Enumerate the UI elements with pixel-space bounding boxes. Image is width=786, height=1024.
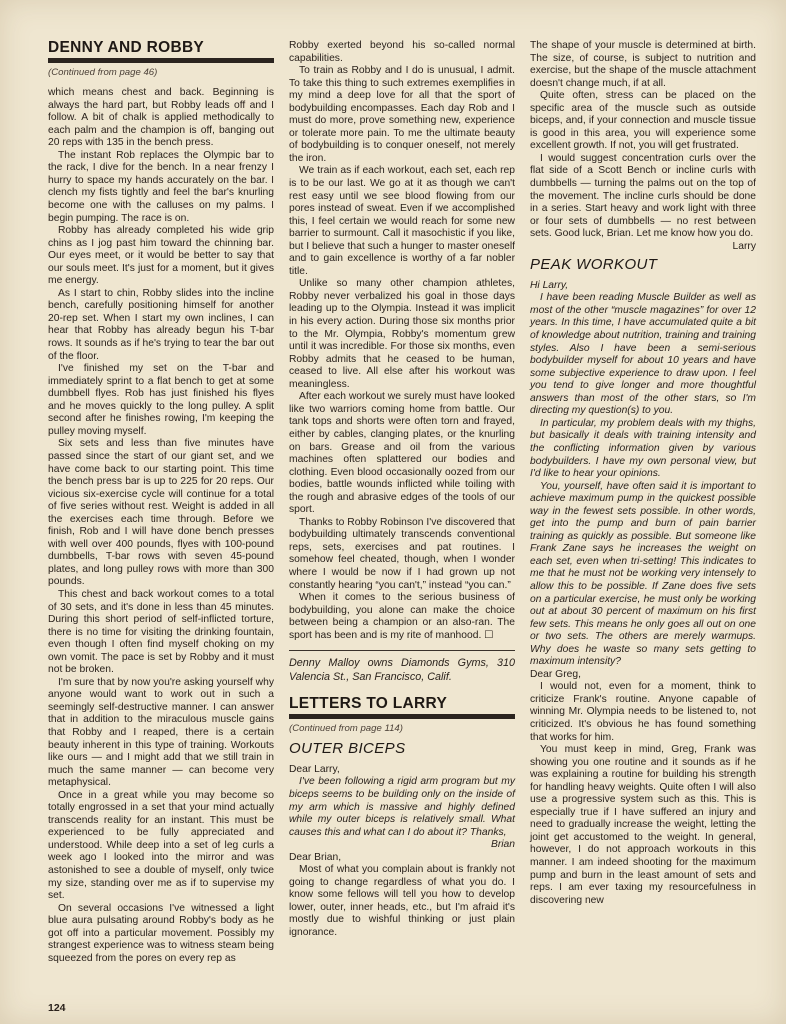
page-number: 124 (48, 1002, 66, 1014)
body-paragraph: Six sets and less than five minutes have passed since the start of our giant set, and we have come back to our starting point. This time the bench press bar is up to 225 for 20 reps. Our vicious six-exercise cycle will continue for a total of five series without rest. Weight is added in all the exercises each time through. Before we finish, Rob and I will have done bench presses with well over 400 pounds, flyes with 100-pound dumbbells, T-bar rows with seven 45-pound plates, and long pulley rows with more than 300 pounds. (48, 438, 274, 588)
body-paragraph: I've finished my set on the T-bar and immediately sprint to a flat bench to get at some dumbbell flyes. Rob has just finished his flyes and he moves quickly to the long pulley. A split second after he finishes rowing, I'm keeping the pulley moving myself. (48, 363, 274, 437)
body-paragraph: To train as Robby and I do is unusual, I admit. To take this thing to such extremes exemplifies in my mind a deep love for all that the sport of bodybuilding encompasses. Each day Rob and I must do more, prove something new, experience or tolerate more pain. To me the ultimate beauty of bodybuilding is to conquer oneself, not merely the iron. (289, 65, 515, 164)
reply-salutation: Dear Greg, (530, 668, 581, 680)
letter-salutation: Hi Larry, (530, 279, 569, 291)
letter-paragraph: In particular, my problem deals with my thighs, but basically it deals with training intensity and the conflicting information given by various bodybuilders. I have my own personal view, but I'd like to hear your opinions. (530, 417, 756, 480)
body-paragraph: On several occasions I've witnessed a light blue aura pulsating around Robby's body as he got off into a particular movement. Possibly my strangest experience was to witness steam being squeezed from the pores on every rep as (48, 902, 274, 964)
body-paragraph: We train as if each workout, each set, each rep is to be our last. We go at it as though we can't rest easy until we see blood flowing from our pores instead of sweat. Even if we accomplished this, I feel certain we would reach for some new barrier to surmount. Call it masochistic if you like, but I believe that such a hunger to master oneself and to gain excellence is worthy of a far nobler title. (289, 165, 515, 277)
body-paragraph: As I start to chin, Robby slides into the incline bench, carefully positioning himself for another 20-rep set. When I start my own inclines, I can hear that Robby has already begun his T-bar rows. It sounds as if he's trying to tear the bar out of the floor. (48, 287, 274, 362)
body-paragraph: The shape of your muscle is determined at birth. The size, of course, is subject to nutrition and exercise, but the shape of the muscle attachment doesn't change much, if at all. (530, 40, 756, 89)
body-paragraph: I'm sure that by now you're asking yourself why anyone would want to work out in such a seemingly self-destructive manner. I can answer that in addition to the miraculous muscle gains that Robby and I reaped, there is a certain beauty inherent in this type of training. Workouts like ours — and I might add that we still train in much the same manner — can become very metaphysical. (48, 676, 274, 789)
continued-note: (Continued from page 114) (289, 722, 403, 734)
author-credit: Denny Malloy owns Diamonds Gyms, 310 Valencia St., San Francisco, Calif. (289, 657, 515, 683)
headline-letters-to-larry: LETTERS TO LARRY (289, 695, 448, 713)
body-paragraph: which means chest and back. Beginning is always the hard part, but Robby leads off and I follow. A bit of chalk is applied methodically to each palm and the champion is off, banging out 20 reps with 135 in the bench press. (48, 87, 274, 149)
reply-signature: Larry (732, 240, 756, 252)
column-3 (530, 40, 756, 907)
body-paragraph: This chest and back workout comes to a total of 30 sets, and it's done in less than 45 minutes. During this short period of self-inflicted torture, there is no time for visiting the drinking fountain, even though I often find myself choking on my own vomit. The pace is set by Robby and it must not be broken. (48, 588, 274, 676)
letter-salutation: Dear Larry, (289, 763, 340, 775)
continued-note: (Continued from page 46) (48, 66, 158, 78)
body-paragraph: I would suggest concentration curls over the flat side of a Scott Bench or incline curls with dumbbells — turning the palms out on the top of the movement. The incline curls should be done in a series. Start heavy and work light with three or four sets of dumbbells — no rest between sets. Good luck, Brian. Let me know how you do. (530, 152, 756, 240)
headline-denny-and-robby: DENNY AND ROBBY (48, 39, 205, 56)
body-paragraph: Robby exerted beyond his so-called normal capabilities. (289, 40, 515, 64)
column-2 (289, 40, 515, 940)
body-paragraph: When it comes to the serious business of bodybuilding, you alone can make the choice between being a champion or an also-ran. The sport has been and is my rite of manhood. ☐ (289, 592, 515, 641)
letter-paragraph: I have been reading Muscle Builder as well as most of the other “muscle magazines” for over 12 years. In this time, I have accumulated quite a bit of knowledge about nutrition, training and training styles. Also I have been a semi-serious bodybuilder myself for about 10 years and have some subjective experience to draw upon. I feel you tend to give longer and more thoughtful answers than most of the other stars, so I'm directing my question(s) to you. (530, 292, 756, 417)
reply-paragraph: You must keep in mind, Greg, Frank was showing you one routine and it sounds as if he was explaining a routine for building his strength for handling heavy weights. Quite often I will also use a progressive system such as this. This is especially true if I have suffered an injury and need to gradually increase the weight, letting the joint get accustomed to the weight. In general, however, I do not approach workouts in this manner. I am indeed shooting for the maximum pump and burn in the least amount of sets and reps. I am ever taxing my resourcefulness in discovering new (530, 744, 756, 906)
divider-rule (289, 650, 515, 651)
reply-salutation: Dear Brian, (289, 851, 342, 863)
body-paragraph: Robby has already completed his wide grip chins as I jog past him toward the chinning bar. Our eyes meet, or it would be better to say that our souls meet. It's just for a moment, but it gives me energy. (48, 225, 274, 287)
body-paragraph: Thanks to Robby Robinson I've discovered that bodybuilding ultimately transcends conventional reps, sets, exercises and pat routines. I somehow feel cheated, though, when I wonder where I would be now if I had grown up not constantly hearing “you can't,” instead “you can.” (289, 516, 515, 591)
reply-body: Most of what you complain about is frankly not going to change regardless of what you do. I know some fellows will tell you how to develop lower, outer, inner heads, etc., but I'm afraid it's mostly due to wishful thinking or just plain ignorance. (289, 864, 515, 938)
body-paragraph: The instant Rob replaces the Olympic bar to the rack, I dive for the bench. In a near frenzy I hurry to space my hands accurately on the bar. I clench my fists tightly and feel the bar's knurling become one with the calluses on my palms. I begin pumping. The race is on. (48, 149, 274, 224)
body-paragraph: Quite often, stress can be placed on the specific area of the muscle such as outside biceps, and, if your connection and muscle tissue is good in this area, you will experience some excellent growth. If not, you will get frustrated. (530, 90, 756, 152)
reply-paragraph: I would not, even for a moment, think to criticize Frank's routine. Anyone capable of winning Mr. Olympia needs to be listened to, not criticized. It's obvious he has found something that works for him. (530, 681, 756, 743)
subhead-outer-biceps: OUTER BICEPS (289, 740, 406, 758)
letter-body: I've been following a rigid arm program but my biceps seems to be building only on the inside of my arm which is massive and highly defined while my outer biceps is relatively small. What causes this and what can I do about it? Thanks, (289, 776, 515, 838)
headline-rule (48, 58, 274, 63)
headline-rule (289, 714, 515, 719)
letter-signature: Brian (490, 839, 515, 851)
body-paragraph: Unlike so many other champion athletes, Robby never verbalized his goal in those days leading up to the Olympia. Instead it was implicit in his every action. During those six months prior to the Mr. Olympia, Robby's momentum grew until it was incredible. For those six months, even Robby admits that he ceased to be human, ceased to live. All else after his workout was meaningless. (289, 278, 515, 390)
column-1 (48, 40, 274, 965)
subhead-peak-workout: PEAK WORKOUT (530, 256, 658, 274)
body-paragraph: After each workout we surely must have looked like two warriors coming home from battle. Our tank tops and shorts were often torn and frayed, either by cables, clanging plates, or the knurling on bars. Grease and oil from the various machines often splattered our bodies and clothing. Even blood occasionally oozed from our bodies, battle wounds inflicted while toiling with the rough and abrasive edges of the tools of our sport. (289, 391, 515, 516)
letter-paragraph: You, yourself, have often said it is important to achieve maximum pump in the quickest possible way in the fewest sets possible. In other words, get into the pump and burn of pain barrier training as quickly as possible. But someone like Frank Zane says he increases the weight on each set, even when tri-setting! This indicates to me that he must not be working very intensely to allow this to be possible. If Zane does five sets on a particular exercise, he must only be working out at about 30 percent of maximum on his first few sets. This means he only goes all out on one or two sets. The others are merely warmups. Why does he waste so many sets getting to maximum intensity? (530, 480, 756, 668)
body-paragraph: Once in a great while you may become so totally engrossed in a set that your mind actually transcends reality for an instant. This must be experienced to be fully appreciated and understood. While deep into a set of leg curls a week ago I looked into the mirror and was astonished to see a double of myself, only twice my size, standing over me as if to supervise my set. (48, 789, 274, 902)
